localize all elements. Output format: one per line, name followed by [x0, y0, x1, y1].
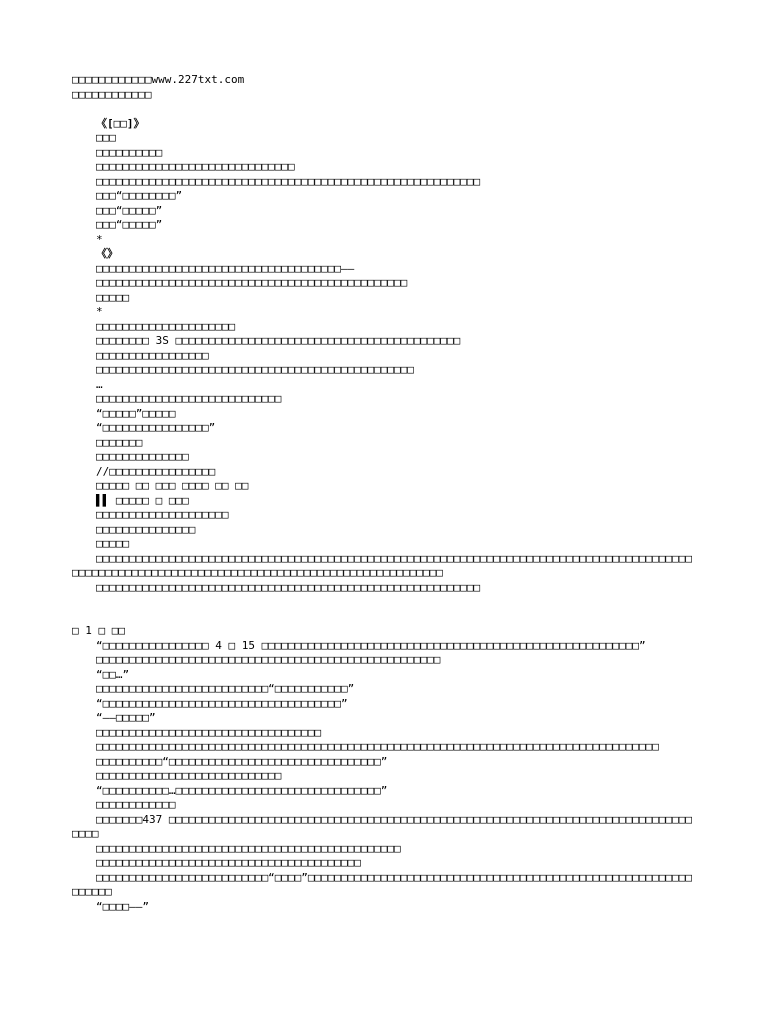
- text-line: ▌▌ □□□□□ □ □□□: [96, 493, 189, 507]
- document-body: [72, 73, 694, 914]
- text-line: □□□□□: [96, 290, 130, 304]
- text-line: □□□: [96, 131, 116, 144]
- text-line: □□□□□□□□□□□□□□□□□□□□□□□□□□□□□□□□□□□□□□□□□□□□□□: [96, 841, 401, 855]
- text-line: □□□□□□□□□□□□□□□□□□□□□□□□□□□□□□□□□□□□□□□□: [96, 856, 361, 869]
- text-line: …: [96, 377, 103, 391]
- text-line: □□□□□□□: [96, 435, 143, 449]
- text-line: □□□□□□□□□□□□□□□□□□□□□□□□□□□□□□□□□□□□□□□□□□□□□□□□□□□□□□□□□□□□□□□□□□□□□□□□□□□□□□□□□□□□□□□□□□□□□□□□□□□□□□□□□□□□□□□□□□□□□□□□□□□□□□□□□□□□□□□□□□□□□□□□□□: [72, 551, 693, 579]
- text-line: □□□□□□□□□□□□□□□□□: [96, 348, 209, 362]
- text-line: □□□“□□□□□□□□”: [96, 189, 183, 202]
- text-line: “□□□□□”□□□□□: [96, 406, 176, 420]
- text-line: □ 1 □ □□: [72, 624, 125, 637]
- text-line: □□□□□□□□□□□□□□□□□□□□□□□□□□□□□□□□□□□□□——: [96, 261, 355, 275]
- text-line: □□□□□□□□□□□□□□□: [96, 522, 196, 536]
- blank-line: [72, 595, 694, 624]
- text-line: □□□□□□□□□□□□□□□□□□□□□□□□□□□□□□□□□□□□□□□□□□□□□□□□□□□□□□□□□□: [96, 174, 481, 188]
- text-line: □□□□□□□□□□□□□□□□□□□□□□□□□□□□□□□□□□: [96, 725, 322, 739]
- text-line: □□□□□□□□□□□□□□□□□□□□□□□□□□□□□□□□□□□□□□□□□□□□□□□□□□□□: [96, 653, 441, 666]
- text-line: □□□□□□□□□□□□□□: [96, 450, 189, 463]
- text-line: □□□□□□□□□□□□□□□□□□□□□□□□□□□□□□□□□□□□□□□□□□□□□□□: [96, 276, 408, 289]
- text-line: “□□□□□□□□□□□□□□□□ 4 □ 15 □□□□□□□□□□□□□□□□□□□□□□□□□□□□□□□□□□□□□□□□□□□□□□□□□□□□□□□□□”: [96, 638, 646, 652]
- blank-line: [72, 102, 694, 117]
- text-line: □□□“□□□□□”: [96, 203, 163, 217]
- text-line: “□□…”: [96, 667, 130, 681]
- text-line: □□□□□□□□□□□□□□□□□□□□□□□□□□□□□□□□□□□□□□□□□□□□□□□□□□□□□□□□□□: [96, 580, 481, 594]
- text-line: “□□□□□□□□□□□□□□□□□□□□□□□□□□□□□□□□□□□□”: [96, 696, 348, 710]
- text-line: □□□□□□□□□□“□□□□□□□□□□□□□□□□□□□□□□□□□□□□□□□□”: [96, 754, 388, 768]
- text-line: □□□□□□□□□□□□: [96, 798, 176, 811]
- text-line: □□□□□□□□□□□□□□□□□□□□□□□□□□“□□□□”□□□□□□□□□□□□□□□□□□□□□□□□□□□□□□□□□□□□□□□□□□□□□□□□□□□□□□□□□□□□□□□□: [72, 870, 693, 898]
- text-line: “□□□□□□□□□□□□□□□□”: [96, 421, 216, 434]
- text-line: //□□□□□□□□□□□□□□□□: [96, 464, 216, 478]
- text-line: “——□□□□□”: [96, 711, 156, 724]
- text-line: □□□□□□□□□□□□□□□□□□□□□□□□□□□□□□□□□□□□□□□□□□□□□□□□: [96, 363, 414, 376]
- text-line: □□□□□□□437 □□□□□□□□□□□□□□□□□□□□□□□□□□□□□□□□□□□□□□□□□□□□□□□□□□□□□□□□□□□□□□□□□□□□□□□□□□□□□□□□□□□: [72, 812, 693, 840]
- text-line: □□□□□□□□□□□□□□□□□□□□□□□□□□“□□□□□□□□□□□”: [96, 682, 355, 695]
- text-line: □□□□□□□□□□□□□□□□□□□□: [96, 508, 229, 521]
- text-line: □□□□□□□□□□□□www.227txt.com: [72, 73, 245, 86]
- text-line: □□□□□□□□□□□□□□□□□□□□□□□□□□□□: [96, 392, 282, 405]
- text-line: □□□□□□□□□□□□□□□□□□□□□□□□□□□□□□: [96, 160, 295, 173]
- text-line: “□□□□——”: [96, 899, 149, 913]
- text-line: □□□□□□□□□□: [96, 145, 163, 159]
- text-line: □□□□□□□□□□□□□□□□□□□□□: [96, 319, 236, 333]
- text-line: □□□“□□□□□”: [96, 218, 163, 231]
- text-line: 《》: [96, 247, 118, 260]
- text-line: 《[□□]》: [96, 116, 145, 130]
- text-line: *: [96, 305, 103, 318]
- text-line: □□□□□: [96, 537, 130, 550]
- text-line: □□□□□□□□□□□□□□□□□□□□□□□□□□□□□□□□□□□□□□□□□□□□□□□□□□□□□□□□□□□□□□□□□□□□□□□□□□□□□□□□□□□□□: [96, 740, 659, 753]
- text-line: *: [96, 232, 103, 246]
- text-line: □□□□□□□□□□□□: [72, 87, 152, 101]
- text-line: □□□□□□□□□□□□□□□□□□□□□□□□□□□□: [96, 769, 282, 782]
- text-line: □□□□□ □□ □□□ □□□□ □□ □□: [96, 479, 249, 492]
- text-line: □□□□□□□□ 3S □□□□□□□□□□□□□□□□□□□□□□□□□□□□□□□□□□□□□□□□□□□: [96, 334, 461, 347]
- text-line: “□□□□□□□□□□…□□□□□□□□□□□□□□□□□□□□□□□□□□□□□□□”: [96, 783, 388, 797]
